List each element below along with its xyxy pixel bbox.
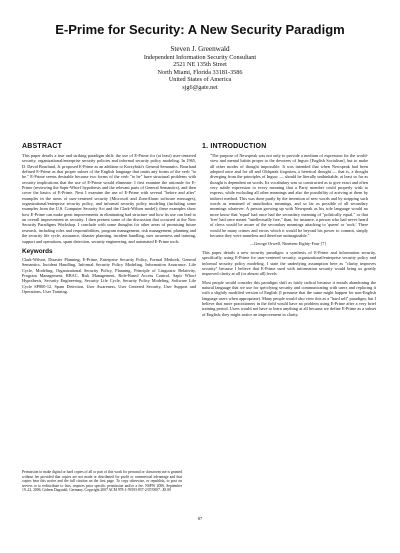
author-affiliation: Independent Information Security Consultant: [143, 53, 257, 61]
author-city: North Miami, Florida 33181-3586: [157, 68, 243, 76]
author-name: Steven J. Greenwald: [170, 45, 230, 53]
intro-paragraph-2: Most people would consider this paradigm shift as fairly radical because it entails abandoning the natural language that we use for specifying security and communicating with users and replacing it with a slightly modified version of English (I presume that the same might happen for non-English language users when appropriate). Many people would also view this as a "hard sell" paradigm, but I believe that more practitioners in the field would have no problem using E-Prime after a very brief training period. Users would not have to learn anything at all because we define E-Prime as a subset of English; they might notice an improvement in clarity.: [202, 279, 376, 317]
keywords-text: Clark-Wilson, Disaster Planning, E-Prime, Enterprise Security Policy, Formal Methods, General Semantics, Incident Handling, Informal Security Policy Modeling, Information Assurance, Life Cycle, Modeling, Organizational Security Policy, Planning, Principle of Linguistic Relativity, Program Management, RBAC, Risk Management, Role-Based Access Control, Sapir Whorf Hypothesis, Security Engineering, Security Life Cycle, Security Policy Modeling, Software Life Cycle SP800-12, Spam Detection, User Awareness, User Centered Security, User Support and Operations, User Training.: [22, 256, 196, 294]
left-column: [22, 143, 196, 297]
right-column: [202, 143, 376, 320]
quote-attribution: —George Orwell, Nineteen Eighty-Four [7]: [250, 240, 326, 246]
introduction-heading: 1. INTRODUCTION: [202, 143, 267, 150]
author-block: [0, 46, 400, 92]
permission-notice: Permission to make digital or hard copies of all or part of this work for personal or classroom use is granted without fee provided that copies are not made or distributed for profit or commercial advantage and that copies bear this notice and the full citation on the first page. To copy otherwise, or republish, to post on servers or to redistribute to lists, requires prior specific permission and/or a fee. NSPW 2006, September 19–22, 2006, Gideon Dagstuhl, Germany. Copyright 2007 ACM 978-1-59593-857-2/07/0007...$5.00: [22, 470, 182, 493]
keywords-heading: Keywords: [22, 247, 53, 255]
author-street: 2521 NE 135th Street: [173, 61, 227, 69]
author-country: United States of America: [168, 76, 232, 84]
intro-paragraph-1: This paper details a new security paradigm: a synthesis of E-Prime and information security, specifically, using E-Prime for user-centered security, organizational/enterprise security policy and informal security policy modeling. I state the underlying assumption here as "clarity improves security" because I believe that E-Prime used with information security would bring us greatly improved clarity at all (or almost all) levels.: [202, 249, 376, 277]
paper-title: E-Prime for Security: A New Security Paradigm: [55, 22, 345, 37]
orwell-quote: "The purpose of Newspeak was not only to provide a medium of expression for the world-view and mental habits proper to the devotees of Ingsoc [English Socialism], but to make all other modes of thought impossible. It was intended that when Newspeak had been adopted once and for all and Oldspeak forgotten, a heretical thought — that is, a thought diverging from the principles of Ingsoc — should be literally unthinkable, at least so far as thought is dependent on words. Its vocabulary was so constructed as to give exact and often very subtle expression to every meaning that a Party member could properly wish to express, while excluding all other meanings and also the possibility of arriving at them by indirect method. This was done partly by the invention of new words and by stripping such words as remained of unorthodox meanings, and so far as possible of all secondary meanings whatever. A person growing up with Newspeak as his sole language would no more know that 'equal' had once had the secondary meaning of "politically equal," or that 'free' had once meant "intellectually free," than, for instance, a person who had never heard of chess would be aware of the secondary meanings attaching to 'queen' or 'rook.' There would be many crimes and errors which it would be beyond his power to commit, simply because they were nameless and therefore unimaginable.": [210, 153, 368, 239]
page-number: 87: [197, 516, 203, 521]
abstract-heading: ABSTRACT: [22, 143, 63, 150]
author-email: sjg6@gate.net: [182, 83, 218, 91]
abstract-text: This paper details a true and striking paradigm shift: the use of E-Prime for (at least) user-centered security, organizational/enterprise security policies and informal security policy modeling. In 1965, D. David Bourland, Jr. proposed E-Prime as an addition to Korzybski's General Semantics. Bourland defined E-Prime as that proper subset of the English language that omits any forms of the verb "to be." E-Prime seems desirable because two forms of the verb "to be" have structural problems with security implications that the use of E-Prime would eliminate. I first examine the rationale for E-Prime (reviewing the Sapir-Whorf hypothesis and the relevant parts of General Semantics), and then cover the basics of E-Prime. Next I examine the use of E-Prime with several "before and after" examples in the areas of user-centered security (Microsoft and ZoneAlarm software messages), organizational/enterprise security policy, and informal security policy modeling (including some examples from the U.S. Computer Security Act and the Clark-Wilson model); these examples show how E-Prime can make great improvements in eliminating bad structure and how its use can lead to an overall improvement in security. I then present some of the discussion that occurred at the New Security Paradigms Workshop. I conclude with some thoughts for other areas of promising future research, including roles and responsibilities, program management, risk management, planning and the security life cycle, assurance, disaster planning, incident handling, user awareness and training, support and operations, spam detection, security engineering, and automated E-Prime tools.: [22, 153, 196, 244]
